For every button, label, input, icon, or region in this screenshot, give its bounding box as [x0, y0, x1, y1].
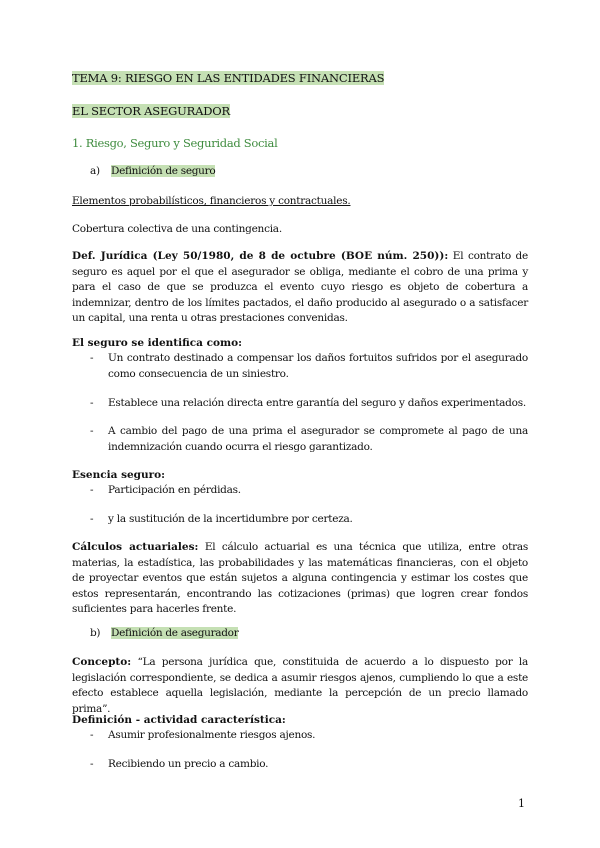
subsection-b-title: Definición de asegurador: [111, 627, 239, 639]
list-item: - Recibiendo un precio a cambio.: [90, 758, 269, 770]
page-number: 1: [518, 797, 525, 810]
def-juridica-paragraph: [72, 249, 528, 327]
doc-subtitle: EL SECTOR ASEGURADOR: [72, 104, 230, 118]
calculos-label: Cálculos actuariales:: [72, 541, 199, 553]
list-item: - Asumir profesionalmente riesgos ajenos.: [90, 729, 316, 741]
elements-line: Elementos probabilísticos, financieros y contractuales.: [72, 195, 351, 207]
concepto-label: Concepto:: [72, 656, 132, 668]
subsection-a: [90, 165, 215, 177]
subsection-a-title: Definición de seguro: [111, 165, 216, 177]
subsection-b: [90, 627, 238, 639]
calculos-text: El cálculo actuarial es una técnica que utiliza, entre otras materias, la estadística, las probabilidades y las matemáticas financieras, con el objeto de proyectar eventos que están sujetos a alguna contingencia y estimar los costes que estos representarán, encontrando las cotizaciones (primas) que logren crear fondos suficientes para hacerles frente.: [72, 541, 528, 615]
section-heading: 1. Riesgo, Seguro y Seguridad Social: [72, 136, 278, 150]
list-item: - A cambio del pago de una prima el asegurador se compromete al pago de una indemnización cuando ocurra el riesgo garantizado.: [90, 425, 528, 453]
concepto-text: “La persona jurídica que, constituida de acuerdo a lo dispuesto por la legislación correspondiente, se dedica a asumir riesgos ajenos, cumpliendo lo que a este efecto establece aquella legislación, mediante la percepción de un precio llamado prima”.: [72, 656, 528, 715]
def-juridica-text: El contrato de seguro es aquel por el que el asegurador se obliga, mediante el cobro de una prima y para el caso de que se produzca el evento cuyo riesgo es objeto de cobertura a indemnizar, dentro de los límites pactados, el daño producido al asegurado o a satisfacer un capital, una renta u otras prestaciones convenidas.: [72, 250, 528, 324]
calculos-paragraph: [72, 540, 528, 618]
subsection-a-label: a): [90, 165, 100, 177]
doc-title: TEMA 9: RIESGO EN LAS ENTIDADES FINANCIERAS: [72, 71, 385, 85]
esencia-heading: Esencia seguro:: [72, 469, 166, 481]
coverage-line: Cobertura colectiva de una contingencia.: [72, 223, 282, 235]
definicion-heading: Definición - actividad característica:: [72, 714, 286, 726]
list-item: - Establece una relación directa entre garantía del seguro y daños experimentados.: [90, 397, 526, 409]
list-item: - Un contrato destinado a compensar los daños fortuitos sufridos por el asegurado como consecuencia de un siniestro.: [90, 352, 528, 380]
list-item: - Participación en pérdidas.: [90, 484, 241, 496]
subsection-b-label: b): [90, 627, 101, 639]
identifica-heading: El seguro se identifica como:: [72, 337, 243, 349]
list-item: - y la sustitución de la incertidumbre por certeza.: [90, 513, 353, 525]
concepto-paragraph: [72, 655, 528, 717]
def-juridica-label: Def. Jurídica (Ley 50/1980, de 8 de octubre (BOE núm. 250)):: [72, 250, 449, 262]
